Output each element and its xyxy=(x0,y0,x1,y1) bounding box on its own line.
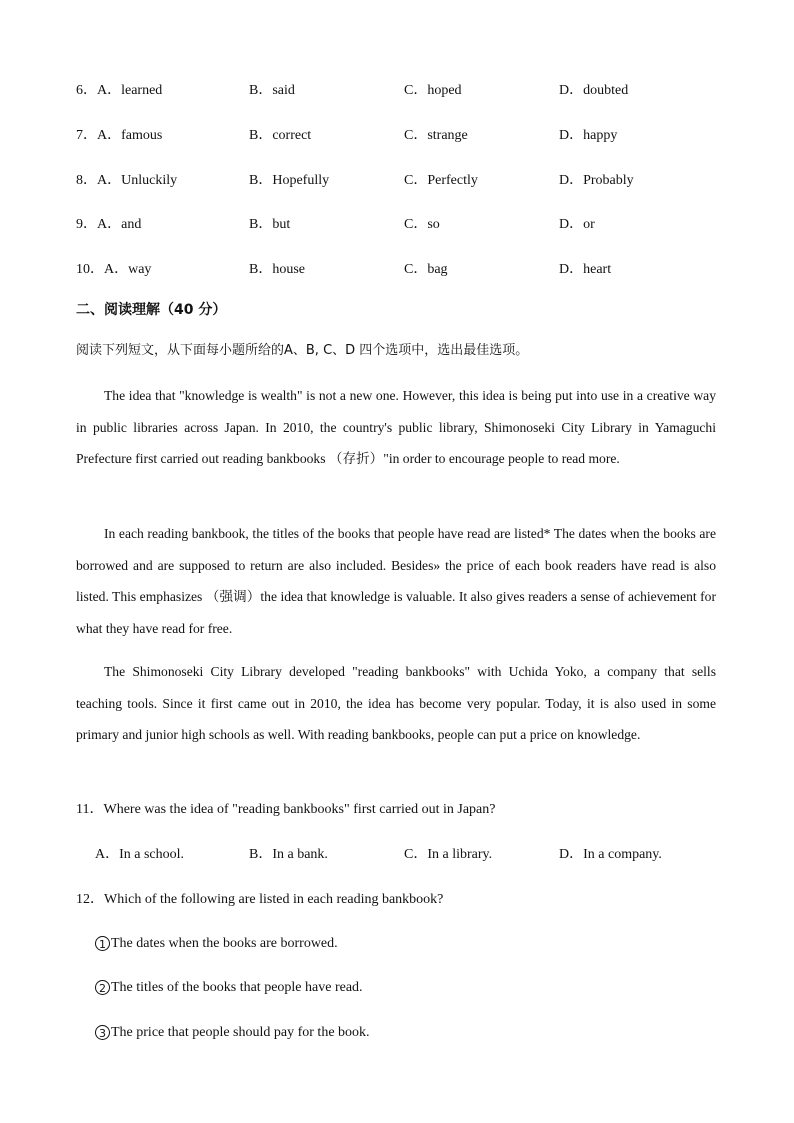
choice-row-6 xyxy=(0,81,794,101)
option-d: D．In a company. xyxy=(559,847,662,862)
question-12-item-2 xyxy=(95,978,363,998)
option-a: A．In a school. xyxy=(95,847,185,862)
choice-row-10 xyxy=(0,260,794,280)
question-12-item-1 xyxy=(95,934,338,954)
option-b: B．but xyxy=(249,217,291,232)
question-11-options xyxy=(0,845,794,865)
option-a: 8．A．Unluckily xyxy=(76,173,178,188)
item-text: The dates when the books are borrowed. xyxy=(111,936,338,951)
option-d: D．or xyxy=(559,217,595,232)
passage-paragraph-2: In each reading bankbook, the titles of the books that people have read are listed* The dates when the books are borrowed and are supposed to return are also included. Besides» the price of each book readers have read is also listed. This emphasizes （强调）the idea that knowledge is valuable. It also gives readers a sense of achievement for what they have read for free. xyxy=(76,526,716,636)
option-b: B．correct xyxy=(249,128,312,143)
option-b: B．In a bank. xyxy=(249,847,328,862)
option-c: C．strange xyxy=(404,128,468,143)
option-c: C．bag xyxy=(404,262,448,277)
choice-row-7 xyxy=(0,126,794,146)
option-c: C．Perfectly xyxy=(404,173,478,188)
question-12-item-3 xyxy=(95,1023,370,1043)
option-a: 6．A．learned xyxy=(76,83,163,98)
option-c: C．so xyxy=(404,217,440,232)
option-c: C．In a library. xyxy=(404,847,493,862)
circled-number: 2 xyxy=(95,980,110,995)
passage-paragraph-3: The Shimonoseki City Library developed "reading bankbooks" with Uchida Yoko, a company that sells teaching tools. Since it first came out in 2010, the idea has become very popular. Today, it is also used in some primary and junior high schools as well. With reading bankbooks, people can put a price on knowledge. xyxy=(76,664,716,742)
option-d: D．doubted xyxy=(559,83,629,98)
option-c: C．hoped xyxy=(404,83,462,98)
option-d: D．heart xyxy=(559,262,612,277)
option-b: B．Hopefully xyxy=(249,173,330,188)
circled-number: 1 xyxy=(95,936,110,951)
option-a: 7．A．famous xyxy=(76,128,163,143)
circled-number: 3 xyxy=(95,1025,110,1040)
item-text: The titles of the books that people have read. xyxy=(111,980,363,995)
option-a: 10．A．way xyxy=(76,262,152,277)
choice-row-8 xyxy=(0,171,794,191)
option-d: D．Probably xyxy=(559,173,634,188)
section-instruction: 阅读下列短文，从下面每小题所给的A、B, C、D 四个选项中，选出最佳选项。 xyxy=(76,343,529,358)
section-title: 二、阅读理解（40 分） xyxy=(76,302,227,318)
passage-paragraph-1: The idea that "knowledge is wealth" is not a new one. However, this idea is being put into use in a creative way in public libraries across Japan. In 2010, the country's public library, Shimonoseki City Library in Yamaguchi Prefecture first carried out reading bankbooks （存折）"in order to encourage people to read more. xyxy=(76,388,716,466)
choice-row-9 xyxy=(0,215,794,235)
option-b: B．said xyxy=(249,83,295,98)
option-b: B．house xyxy=(249,262,305,277)
question-12-stem: 12．Which of the following are listed in each reading bankbook? xyxy=(76,892,444,907)
option-a: 9．A．and xyxy=(76,217,142,232)
option-d: D．happy xyxy=(559,128,618,143)
item-text: The price that people should pay for the book. xyxy=(111,1025,370,1040)
question-11-stem: 11．Where was the idea of "reading bankbooks" first carried out in Japan? xyxy=(76,802,496,817)
